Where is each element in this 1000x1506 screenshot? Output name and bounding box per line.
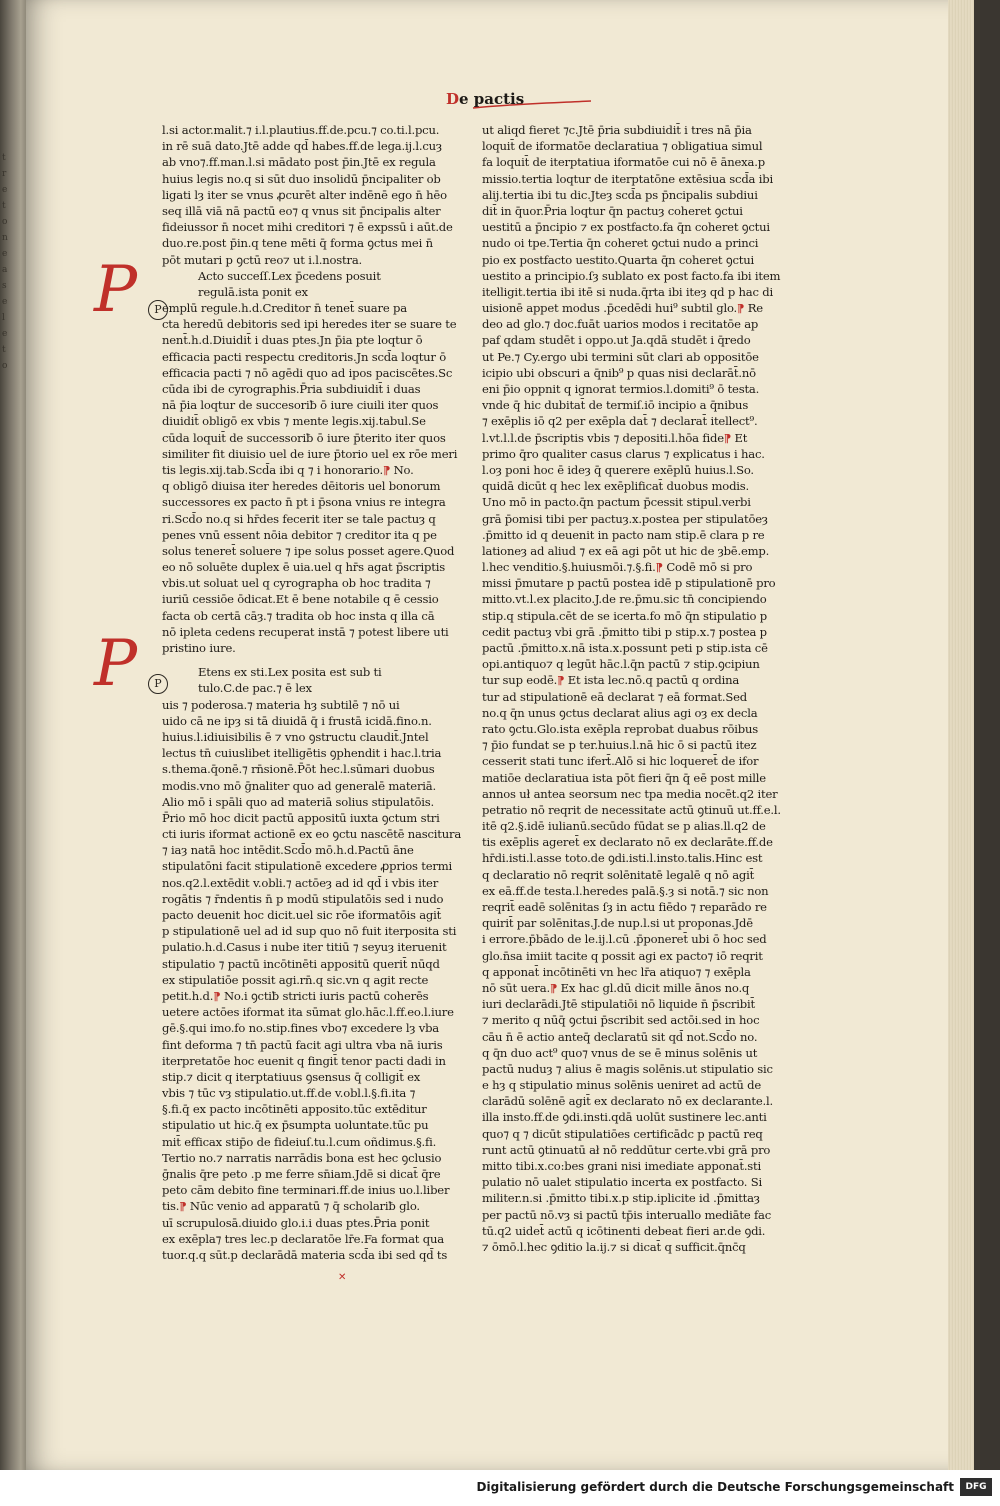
text-line: itelligit.tertia ibi itē si nuda.q̄rta ibi iteȝ qd p hac di (482, 284, 774, 299)
text-line: pactū .p̄mitto.x.nā ista.x.possunt peti p stip.ista cē (482, 641, 768, 655)
text-line: uestitū a p̄ncipio ⁊ ex postfacto.fa q̄n coheret ꝯctui (482, 220, 770, 235)
text-line: l.hec venditio.§.huiusmōi.⁊.§.fi.⁋ Codē mō si pro (482, 560, 753, 575)
text-line: glo.n̄sa imiit tacite q possit agi ex pacto⁊ iō reqrit (482, 948, 763, 963)
text-line: pōt mutari p ꝯctū reo⁊ ut i.l.nostra. (162, 252, 363, 267)
text-line: l.si actor.malit.⁊ i.l.plautius.ff.de.pcu.⁊ co.ti.l.pcu. (162, 123, 440, 137)
text-line: in rē suā dato.Jtē adde qd̄ habes.ff.de lega.ij.l.cuȝ (162, 139, 442, 154)
text-line: Etens ex sti.Lex posita est sub ti (198, 665, 382, 680)
text-line: gē.§.qui imo.fo no.stip.fines vbo⁊ excedere lȝ vba (162, 1021, 440, 1036)
text-line: rogātis ⁊ r̄ndentis n̄ p modū stipulatōis sed i nudo (162, 891, 444, 906)
text-line: ab vno⁊.ff.man.l.si mādato post p̄in.Jtē ex regula (162, 155, 436, 170)
text-line: reqrit̄ eadē solēnitas ſȝ in actu fiēdo ⁊ reparādo re (482, 900, 767, 914)
text-line: uido cā ne ipȝ si tā diuidā q̄ i frustā icidā.fino.n. (162, 713, 432, 728)
text-line: lationeȝ ad aliud ⁊ ex eā agi pōt ut hic de ȝbē.emp. (482, 543, 770, 558)
text-line: Tertio no.⁊ narratis narrādis bona est hec ꝯclusio (162, 1150, 442, 1165)
text-line: stipulatōni facit stipulationē excedere ꝓprios termi (162, 859, 453, 874)
text-line: cta heredū debitoris sed ipi heredes iter se suare te (162, 317, 457, 332)
text-line: efficacia pacti ⁊ nō agēdi quo ad ipos paciscētes.Sc (162, 365, 453, 380)
text-line: ex stipulatiōe possit agi.rn̄.q sic.vn q agit recte (162, 972, 429, 987)
red-mark: ✕ (338, 1272, 347, 1283)
text-line: tis.⁋ Nūc venio ad apparatū ⁊ q̄ scholariƀ glo. (162, 1199, 420, 1214)
text-line: .p̄mitto id q deuenit in pacto nam stip.ē clara p re (482, 527, 765, 542)
text-line: tis exēplis ageret̄ ex declarato nō ex declarāte.ff.de (482, 835, 773, 850)
text-line: Acto succeſſ.Lex p̄cedens posuit (198, 268, 381, 283)
text-line: stip.⁊ dicit q iterptatiuus ꝯsensus q̄ colligit̄ ex (162, 1069, 421, 1084)
text-line: ⁊ merito q nūq̄ ꝯctui p̄scribit sed actōi.sed in hoc (482, 1013, 760, 1028)
text-line: eo nō soluēte duplex ē uia.uel q hr̄s agat p̄scriptis (162, 560, 445, 575)
text-line: facta ob certā cāȝ.⁊ tradita ob hoc insta q illa cā (162, 608, 435, 623)
text-line: matiōe declaratiua ista pōt fieri q̄n q̄ eē post mille (482, 770, 766, 785)
text-line: q q̄n duo act⁹ quo⁊ vnus de se ē minus solēnis ut (482, 1045, 758, 1060)
text-line: rato ꝯctu.Glo.ista exēpla reprobat duabus rōibus (482, 721, 759, 736)
text-line: regulā.ista ponit ex (198, 284, 308, 299)
text-line: iterpretatōe hoc euenit q fingit̄ tenor pacti dadi in (162, 1053, 446, 1068)
text-line: grā p̄omisi tibi per pactuȝ.x.postea per stipulatōeȝ (482, 511, 768, 526)
text-line: ri.Scd̄o no.q si hr̄des fecerit iter se tale pactuȝ q (162, 511, 436, 526)
text-line: diuidit̄ obligō ex vbis ⁊ mente legis.xij.tabul.Se (162, 414, 426, 429)
dfg-logo: DFG (960, 1478, 992, 1496)
text-line: p stipulationē uel ad id sup quo nō fuit iterposita sti (162, 924, 457, 939)
text-line: ⁊ ōmō.l.hec ꝯditio la.ij.⁊ si dicat̄ q sufficit.q̄nc̄q (482, 1239, 746, 1254)
text-line: cesserit stati tunc ifert̄.Alō si hic loqueret̄ de ifor (482, 754, 759, 769)
text-line: stipulatio ut hic.q̄ ex p̄sumpta uoluntate.tūc pu (162, 1118, 429, 1133)
text-line: Uno mō in pacto.q̄n pactum p̄cessit stipul.verbi (482, 495, 751, 510)
text-line: pristino iure. (162, 641, 236, 655)
text-line: missi p̄mutare p pactū postea idē p stipulationē pro (482, 576, 776, 591)
text-line: quirit̄ par solēnitas.J.de nup.l.si ut proponas.Jdē (482, 916, 753, 931)
text-line: uis ⁊ poderosa.⁊ materia hȝ subtilē ⁊ nō ui (162, 697, 400, 712)
text-line: hr̄di.isti.l.asse toto.de ꝯdi.isti.l.insto.talis.Hinc est (482, 851, 763, 866)
previous-page-edge (0, 0, 26, 1470)
text-line: itē q2.§.idē iulianū.secūdo fūdat se p alias.ll.q2 de (482, 819, 766, 834)
text-line: quo⁊ q ⁊ dicūt stipulatiōes certificādc p pactū req (482, 1126, 763, 1141)
text-line: alij.tertia ibi tu dic.Jteȝ scd̄a ps p̄ncipalis subdiui (482, 187, 758, 202)
text-line: nō sūt uera.⁋ Ex hac gl.dū dicit mille ānos no.q (482, 980, 750, 995)
text-line: petit.h.d.⁋ No.i ꝯctiƀ stricti iuris pactū coherēs (162, 988, 429, 1003)
text-line: seq illā viā nā pactū eo⁊ q vnus sit p̄ncipalis alter (162, 203, 441, 218)
drop-cap-1: P (94, 253, 138, 327)
text-line: lectus tn̄ cuiuslibet itelligētis ꝯphendit i hac.l.tria (162, 746, 442, 761)
previous-page-letters: t r e t o n e a s e l e t o (2, 153, 8, 371)
text-line: P̄rio mō hoc dicit pactū appositū iuxta ꝯctum stri (162, 810, 440, 825)
text-line: similiter fit diuisio uel de iure p̄torio uel ex rōe meri (162, 446, 458, 461)
text-line: duo.re.post p̄in.q tene mēti q̄ forma ꝯctus mei n̄ (162, 236, 433, 251)
text-line: ⁊ iaȝ natā hoc intēdit.Scd̄o mō.h.d.Pactū āne (162, 843, 414, 858)
text-line: no.q q̄n unus ꝯctus declarat alius agi oȝ ex decla (482, 705, 758, 720)
book-page (26, 0, 974, 1470)
text-line: l.oȝ poni hoc ē ideȝ q̄ querere exēplū huius.l.So. (482, 462, 754, 477)
running-head-text: e pactis (459, 90, 525, 108)
text-line: tū.q2 uidet̄ actū q icōtinenti debeat fieri ar.de ꝯdi. (482, 1223, 766, 1238)
text-line: stip.q stipula.cēt de se icerta.fo mō q̄n stipulatio p (482, 608, 767, 623)
text-line: clarādū solēnē agit̄ ex declarato nō ex declarante.l. (482, 1094, 774, 1109)
text-line: tis legis.xij.tab.Scd̄a ibi q ⁊ i honorario.⁋ No. (162, 462, 414, 477)
text-line: militer.n.si .p̄mitto tibi.x.p stip.iplicite id .p̄mittaȝ (482, 1191, 760, 1206)
text-line: e hȝ q stipulatio minus solēnis ueniret ad actū de (482, 1078, 762, 1093)
text-line: mit̄ efficax stip̄o de fideiuſ.tu.l.cum oñdimus.§.fi. (162, 1134, 437, 1149)
text-line (162, 656, 467, 664)
text-line: stipulatio ⁊ pactū incōtinēti appositū querit̄ nūqd (162, 956, 440, 971)
text-line: fideiussor n̄ nocet mihi creditori ⁊ ē expssū i aūt.de (162, 220, 453, 235)
text-line: dit̄ in q̄uor.P̄ria loqtur q̄n pactuȝ coheret ꝯctui (482, 203, 743, 218)
text-line: vnde q̄ hic dubitat̄ de termiſ.iō incipio a q̄nibus (482, 398, 749, 413)
text-line: vbis ⁊ tūc vȝ stipulatio.ut.ff.de v.obl.l.§.fi.ita ⁊ (162, 1086, 416, 1101)
guide-letter-1: P (148, 300, 168, 320)
text-line: successores ex pacto n̄ pt i p̄sona vnius re integra (162, 495, 446, 510)
text-line: opi.antiquo⁊ q legūt hāc.l.q̄n pactū ⁊ stip.ꝯcipiun (482, 657, 760, 672)
text-line: cedit pactuȝ vbi grā .p̄mitto tibi p stip.x.⁊ postea p (482, 624, 767, 639)
text-line: paf qdam studēt i oppo.ut Ja.qdā studēt i q̄redo (482, 333, 751, 348)
text-line: quidā dicūt q hec lex exēplificat̄ duobus modis. (482, 479, 750, 494)
text-line: primo q̄ro qualiter casus clarus ⁊ explicatus i hac. (482, 446, 765, 461)
text-line: q obligō diuisa iter heredes dēitoris uel bonorum (162, 479, 441, 494)
text-line: missio.tertia loqtur de iterptatōne extēsiua scd̄a ibi (482, 171, 773, 186)
text-line: uetere actōes iformat ita sūmat glo.hāc.l.ff.eo.l.iure (162, 1005, 454, 1020)
text-line: deo ad glo.⁊ doc.fuāt uarios modos i recitatōe ap (482, 317, 759, 332)
text-line: efficacia pacti respectu creditoris.Jn scd̄a loqtur ō (162, 349, 447, 364)
rubric-swash (471, 100, 593, 110)
text-line: cūda ibi de cyrographis.P̄ria subdiuidit̄ i duas (162, 382, 421, 396)
text-line: cti iuris iformat actionē ex eo ꝯctu nascētē nascitura (162, 827, 462, 842)
text-line: pulatio nō ualet stipulatio incerta ex postfacto. Si (482, 1175, 762, 1190)
text-line: iuri declarādi.Jtē stipulatiōi nō liquide n̄ p̄scribit̄ (482, 997, 755, 1012)
text-line: nō ipleta cedens recuperat instā ⁊ potest libere uti (162, 624, 449, 639)
text-line: cūda loquit̄ de successoriƀ ō iure p̄terito iter quos (162, 430, 446, 445)
text-line: ⁊ exēplis iō q2 per exēpla dat̄ ⁊ declarat̄ itellect⁹. (482, 414, 758, 429)
text-line: fa loquit̄ de iterptatiua iformatōe cui nō ē ānexa.p (482, 155, 765, 170)
text-line: q apponat̄ incōtinēti vn hec lr̄a atiquo⁊ ⁊ exēpla (482, 964, 751, 979)
text-line: s.thema.q̄onē.⁊ rn̄sionē.P̄ōt hec.l.sūmari duobus (162, 762, 435, 777)
text-line: ex exēpla⁊ tres lec.p declaratōe lr̄e.Fa format qua (162, 1231, 444, 1246)
right-text-column (482, 122, 787, 1255)
text-line: annos uł antea seorsum nec tpa media nocēt.q2 iter (482, 786, 778, 801)
drop-cap-2: P (94, 627, 138, 701)
text-line: mitto.vt.l.ex placito.J.de re.p̄mu.sic tn̄ concipiendo (482, 592, 767, 607)
text-line: l.vt.l.l.de p̄scriptis vbis ⁊ depositi.l.hōa fide⁋ Et (482, 430, 748, 445)
text-line: loquit̄ de iformatōe declaratiua ⁊ obligatiua simul (482, 139, 763, 154)
text-line: peto cām debito fine terminari.ff.de inius uo.l.liber (162, 1183, 450, 1198)
text-line: nos.q2.l.extēdit v.obli.⁊ actōeȝ ad id qd̄ i vbis iter (162, 875, 439, 890)
text-line: huius legis no.q si sūt duo insolidū p̄ncipaliter ob (162, 171, 441, 186)
page-stack-edge (948, 0, 974, 1470)
text-line: vbis.ut soluat uel q cyrographa ob hoc tradita ⁊ (162, 576, 431, 591)
text-line: tulo.C.de pac.⁊ ē lex (198, 681, 312, 696)
text-line: illa insto.ff.de ꝯdi.insti.qdā uolūt sustinere lec.anti (482, 1110, 767, 1125)
text-line: solus teneret̄ soluere ⁊ ipe solus posset agere.Quod (162, 543, 455, 558)
text-line: huius.l.idiuisibilis ē ⁊ vno ꝯstructu claudit̄.Jntel (162, 729, 429, 744)
text-line: per pactū nō.vȝ si pactū tp̄is interuallo mediāte fac (482, 1207, 772, 1222)
text-line: Alio mō i spāli quo ad materiā solius stipulatōis. (162, 794, 434, 809)
text-line: nā p̄ia loqtur de succesoriƀ ō iure ciuili iter quos (162, 398, 439, 413)
text-line: ḡnalis q̄re peto .p me ferre sn̄iam.Jdē si dicat̄ q̄re (162, 1167, 441, 1181)
text-line: i errore.p̄bādo de le.ij.l.cū .p̄poneret̄ ubi ō hoc sed (482, 932, 767, 947)
digitization-credit: Digitalisierung gefördert durch die Deutsche Forschungsgemeinschaft (476, 1480, 954, 1494)
text-line: ligati lȝ iter se vnus ꝓcurēt alter indēnē ego n̄ hēo (162, 187, 447, 202)
text-line: pio ex postfacto uestito.Quarta q̄n coheret ꝯctui (482, 252, 755, 267)
text-line: ⁊ p̄io fundat se p ter.huius.l.nā hic ō si pactū itez (482, 738, 757, 753)
text-line: uisionē appet modus .p̄cedēdi hui⁹ subtil glo.⁋ Re (482, 301, 763, 316)
text-line: penes vnū essent nōia debitor ⁊ creditor ita q pe (162, 527, 437, 542)
text-line: tur ad stipulationē eā declarat ⁊ eā format.Sed (482, 689, 748, 704)
text-line: modis.vno mō ḡnaliter quo ad generalē materiā. (162, 778, 437, 793)
text-line: ut aliqd fieret ⁊c.Jtē p̄ria subdiuidit̄ i tres nā p̄ia (482, 123, 752, 137)
text-line: eni p̄io oppnit q ignorat termios.l.domiti⁹ ō testa. (482, 382, 760, 396)
text-line: uī scrupulosā.diuido glo.i.i duas ptes.P̄ria ponit (162, 1215, 430, 1230)
left-text-column (162, 122, 467, 1263)
text-line: tuor.q.q sūt.p declarādā materia scd̄a ibi sed qd̄ ts (162, 1247, 448, 1262)
text-line: pulatio.h.d.Casus i nube iter titiū ⁊ seyuȝ iteruenit (162, 940, 447, 955)
running-head-initial: D (446, 90, 460, 108)
text-line: §.fi.q̄ ex pacto incōtinēti apposito.tūc extēditur (162, 1102, 427, 1117)
text-line: nudo oi tpe.Tertia q̄n coheret ꝯctui nudo a princi (482, 236, 759, 251)
text-line: petratio nō reqrit de necessitate actū ꝯtinuū ut.ff.e.l. (482, 802, 781, 817)
text-line: nent̄.h.d.Diuidit̄ i duas ptes.Jn p̄ia pte loqtur ō (162, 333, 423, 348)
text-line: pacto deuenit hoc dicit.uel sic rōe iformatōis agit̄ (162, 908, 442, 922)
text-line: fint deforma ⁊ tn̄ pactū facit agi ultra vba nā iuris (162, 1037, 443, 1052)
text-line: q declaratio nō reqrit solēnitatē legalē q nō agit̄ (482, 867, 755, 882)
text-line: mitto tibi.x.co:bes grani nisi imediate apponat̄.sti (482, 1159, 762, 1173)
text-line: ut Pe.⁊ Cy.ergo ubi termini sūt clari ab oppositōe (482, 349, 759, 364)
guide-letter-2: P (148, 674, 168, 694)
text-line: ex eā.ff.de testa.l.heredes palā.§.ȝ si notā.⁊ sic non (482, 883, 769, 898)
text-line: tur sup eodē.⁋ Et ista lec.nō.q pactū q ordina (482, 673, 740, 688)
text-line: runt actū ꝯtinuatū ał nō reddūtur certe.vbi grā pro (482, 1142, 771, 1157)
text-line: icipio ubi obscuri a q̄nib⁹ p quas nisi declarāt̄.nō (482, 365, 756, 380)
text-line: emplū regule.h.d.Creditor n̄ tenet̄ suare pa (162, 301, 407, 316)
text-line: iuriū cessiōe ōdicat.Et ē bene notabile q ē cessio (162, 592, 439, 607)
text-line: uestito a principio.ſȝ sublato ex post facto.fa ibi item (482, 268, 781, 283)
text-line: pactū nuduȝ ⁊ alius ē magis solēnis.ut stipulatio sic (482, 1061, 773, 1076)
text-line: cāu n̄ ē actio anteq̄ declaratū sit qd̄ not.Scd̄o no. (482, 1029, 758, 1044)
